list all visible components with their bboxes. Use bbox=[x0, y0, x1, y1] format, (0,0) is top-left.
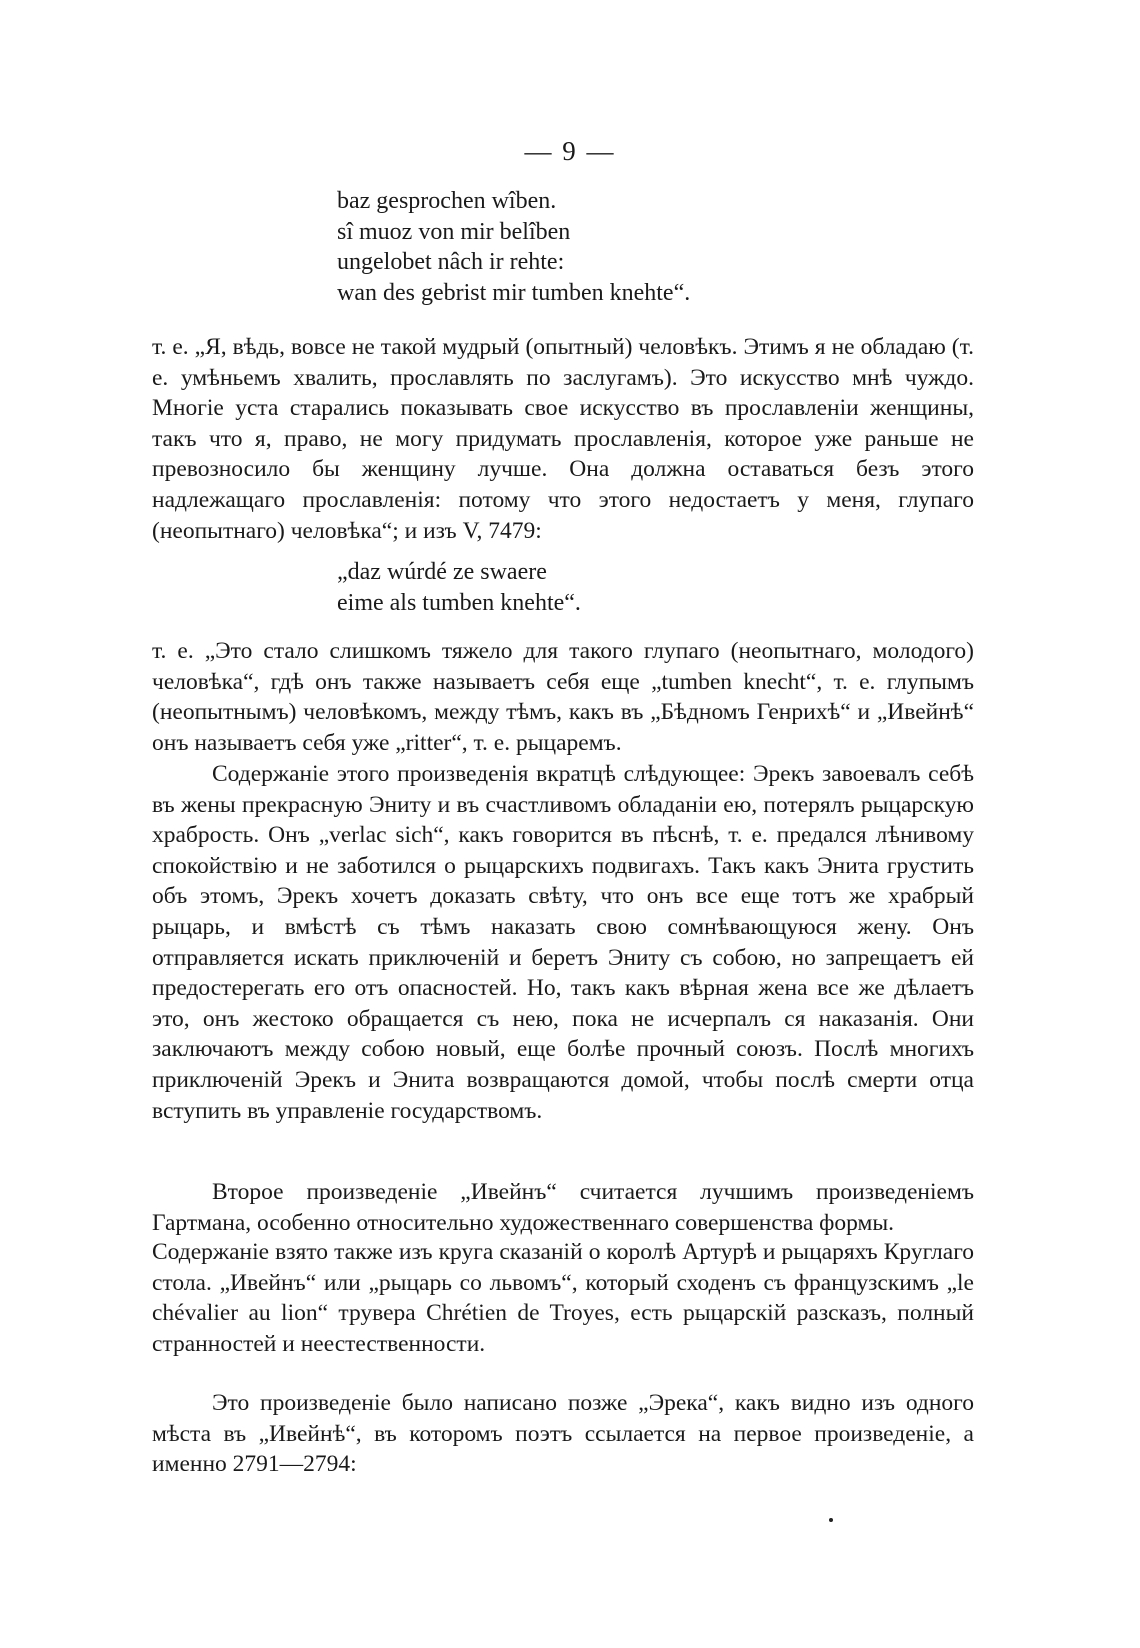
paragraph-iwein-content: Содержаніе взято также изъ круга сказаній о королѣ Артурѣ и рыцаряхъ Круглаго стола. „Ивейнъ“ или „рыцарь со львомъ“, который сходенъ съ французскимъ „le chévalier au lion“ трувера Chrétien de Troyes, есть рыцарскій разсказъ, полный странностей и неестественности. bbox=[152, 1239, 974, 1357]
paragraph-erek-summary: Содержаніе этого произведенія вкратцѣ слѣдующее: Эрекъ завоевалъ себѣ въ жены прекрасную Эниту и въ счастливомъ обладаніи ею, потерялъ рыцарскую храбрость. Онъ „verlac sich“, какъ говорится въ пѣснѣ, т. е. предался лѣнивому спокойствію и не заботился о рыцарскихъ подвигахъ. Такъ какъ Энита грустить объ этомъ, Эрекъ хочетъ доказать свѣту, что онъ все еще тотъ же храбрый рыцарь, и вмѣстѣ съ тѣмъ наказать свою сомнѣвающуюся жену. Онъ отправляется искать приключеній и беретъ Эниту съ собою, но запрещаетъ ей предостерегать его отъ опасностей. Но, такъ какъ вѣрная жена все же дѣлаетъ это, онъ жестоко обращается съ нею, пока не исчерпалъ ся наказанія. Они заключаютъ между собою новый, еще болѣе прочный союзъ. Послѣ многихъ приключеній Эрекъ и Энита возвращаются домой, чтобы послѣ смерти отца вступить въ управленіе государствомъ. bbox=[152, 761, 974, 1124]
paragraph-iwein-date: Это произведеніе было написано позже „Эрека“, какъ видно изъ одного мѣста въ „Ивейнѣ“, въ которомъ поэтъ ссылается на первое произведеніе, а именно 2791—2794: bbox=[152, 1390, 974, 1478]
verse-quote-1 bbox=[337, 186, 690, 308]
verse-line: baz gesprochen wîben. bbox=[337, 188, 557, 214]
paragraph-translation-1: т. е. „Я, вѣдь, вовсе не такой мудрый (опытный) человѣкъ. Этимъ я не обладаю (т. е. умѣньемъ хвалить, прославлять по заслугамъ). Это искусство мнѣ чуждо. Многіе уста старались показывать свое искусство въ прославленіи женщины, такъ что я, право, не могу придумать прославленія, которое уже раньше не превозносило бы женщину лучше. Она должна оставаться безъ этого надлежащаго прославленія: потому что этого недостаетъ у меня, глупаго (неопытнаго) человѣка“; и изъ V, 7479: bbox=[152, 334, 974, 544]
verse-line: wan des gebrist mir tumben knehte“. bbox=[337, 279, 691, 306]
ink-speck bbox=[829, 1518, 833, 1522]
verse-line: eime als tumben knehte“. bbox=[337, 589, 581, 616]
verse-quote-2 bbox=[337, 557, 581, 618]
verse-line: ungelobet nâch ir rehte: bbox=[337, 249, 565, 275]
verse-line: „daz wúrdé ze swaere bbox=[337, 559, 547, 585]
verse-line: sî muoz von mir belîben bbox=[337, 218, 571, 245]
paragraph-iwein-intro: Второе произведеніе „Ивейнъ“ считается лучшимъ произведеніемъ Гартмана, особенно относительно художественнаго совершенства формы. bbox=[152, 1179, 974, 1236]
paragraph-translation-2: т. е. „Это стало слишкомъ тяжело для такого глупаго (неопытнаго, молодого) человѣка“, гдѣ онъ также называетъ себя еще „tumben knecht“, т. е. глупымъ (неопытнымъ) человѣкомъ, между тѣмъ, какъ въ „Бѣдномъ Генрихѣ“ и „Ивейнѣ“ онъ называетъ себя уже „ritter“, т. е. рыцаремъ. bbox=[152, 638, 974, 756]
page-number: — 9 — bbox=[524, 136, 616, 166]
